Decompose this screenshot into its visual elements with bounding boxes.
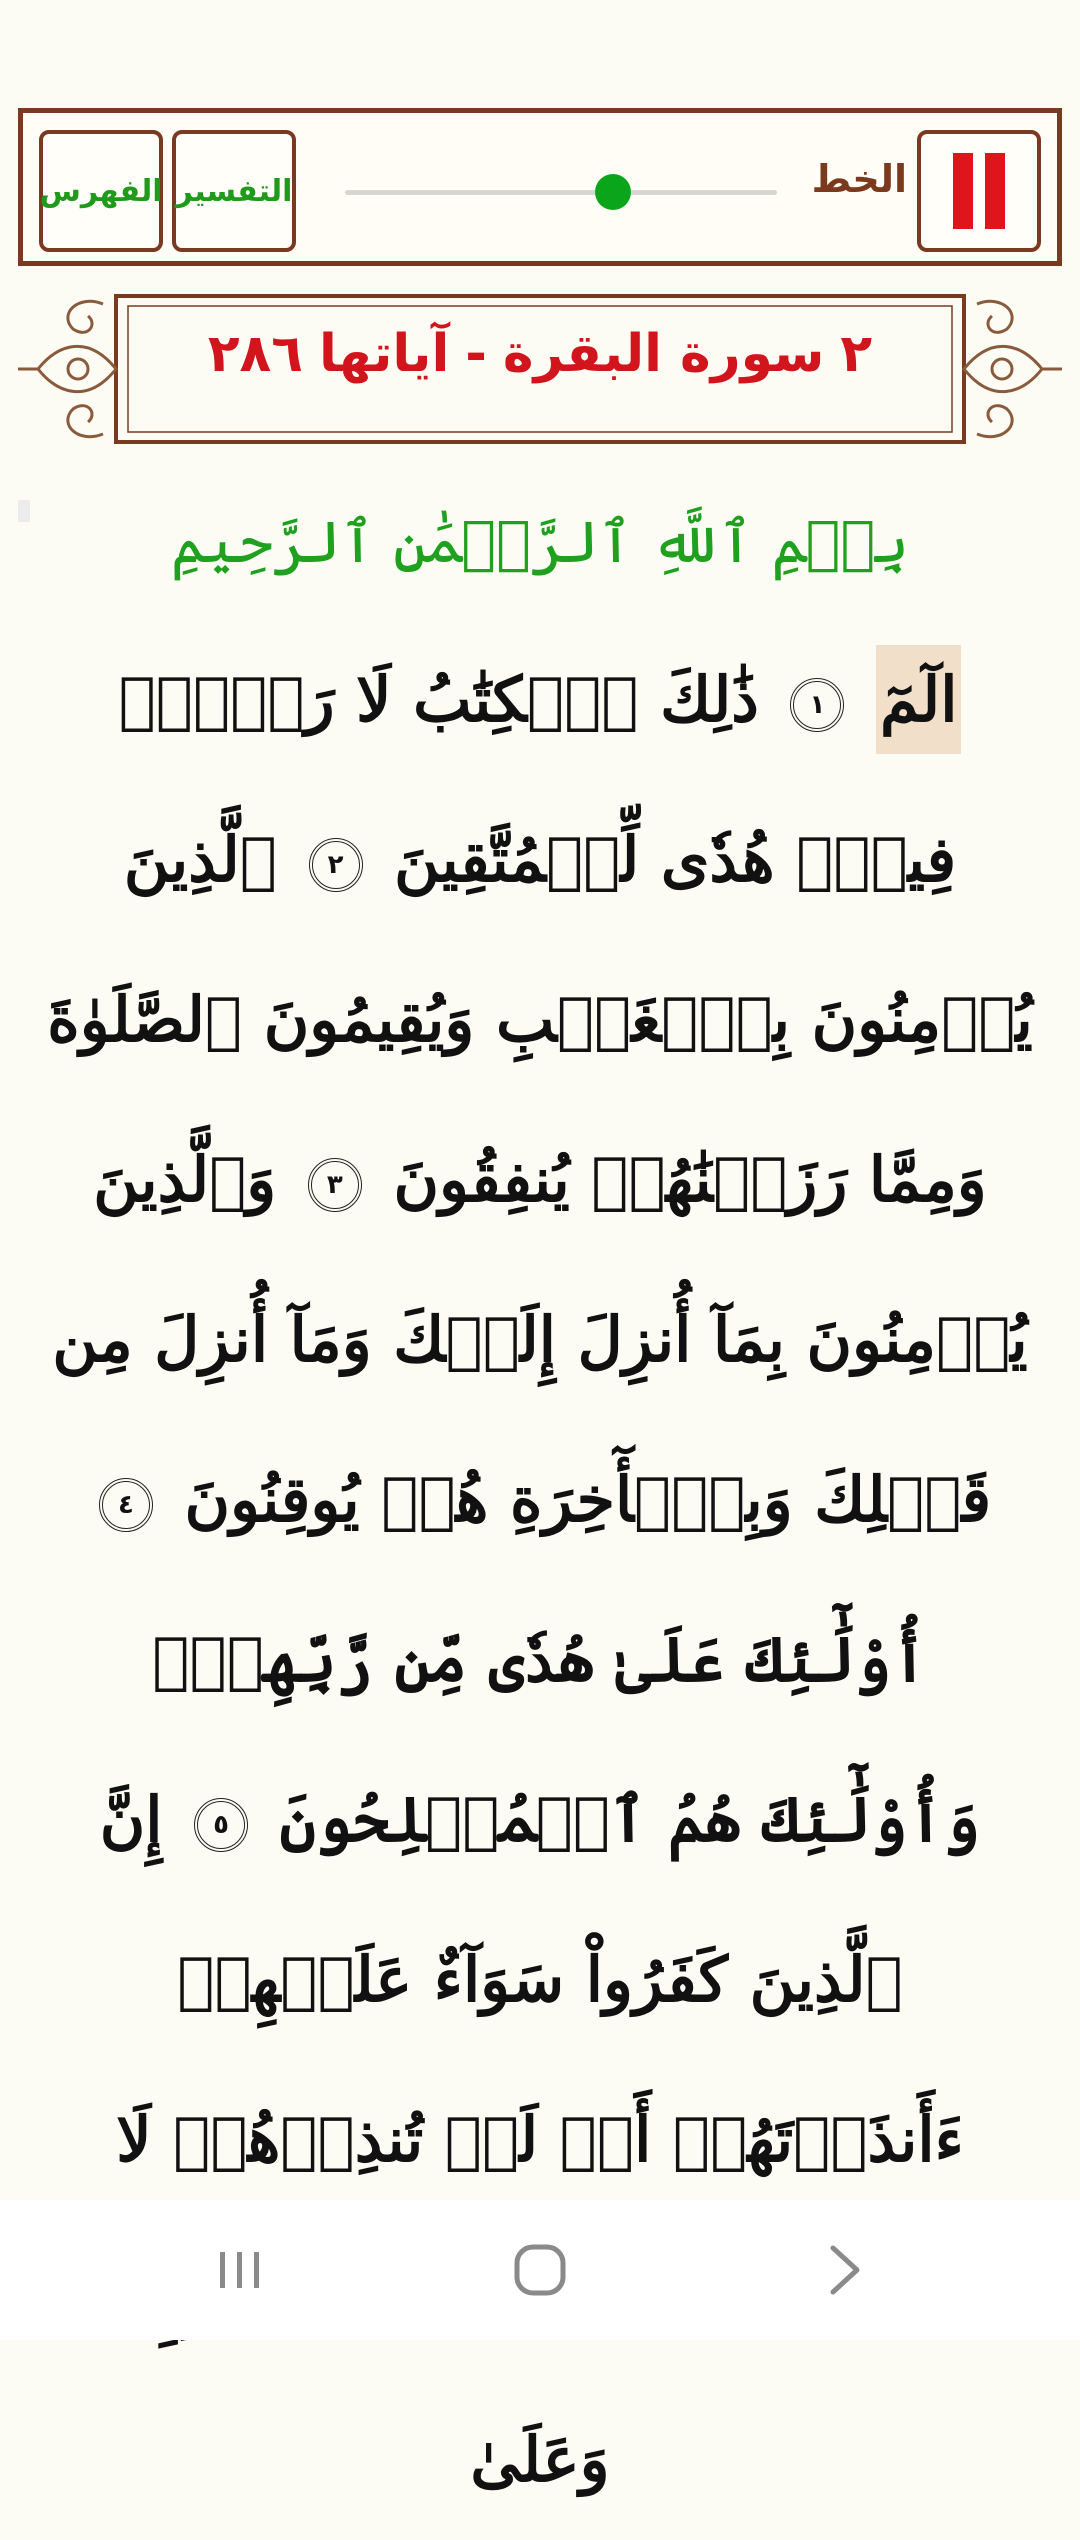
verse-text: أُوْلَٰٓئِكَ عَلَىٰ هُدٗى مِّن رَّبِّهِمۡۖ وَأُوْلَٰٓئِكَ هُمُ ٱلۡمُفۡلِحُونَ <box>152 1623 981 1856</box>
system-navigation-bar <box>0 2200 1080 2340</box>
font-label: الخط <box>811 157 907 201</box>
surah-ayat-label: آياتها <box>319 324 450 384</box>
ayah-number-marker: ٣ <box>308 1158 362 1212</box>
verse-text: ذَٰلِكَ ٱلۡكِتَٰبُ لَا رَيۡبَۛ فِيهِۛ هُدٗى لِّلۡمُتَّقِينَ <box>118 663 957 896</box>
verse-1[interactable] <box>876 645 961 754</box>
ayah-number-marker: ٤ <box>99 1478 153 1532</box>
tafsir-button[interactable] <box>172 130 296 252</box>
top-toolbar <box>18 108 1062 266</box>
pause-icon <box>947 153 1011 229</box>
surah-header <box>18 284 1062 454</box>
verse-text: الٓمٓ <box>880 663 958 736</box>
ayah-number-marker: ٥ <box>194 1798 248 1852</box>
ayah-number-marker: ٢ <box>309 838 363 892</box>
tafsir-button-label: التفسير <box>175 173 293 209</box>
surah-title <box>18 324 1062 384</box>
home-button[interactable] <box>470 2220 610 2320</box>
surah-number: ٢ <box>840 324 873 384</box>
recents-icon <box>210 2240 270 2300</box>
pause-button[interactable] <box>917 130 1041 252</box>
ayah-number-marker: ١ <box>790 678 844 732</box>
back-icon <box>815 2240 875 2300</box>
verse-text: وَعَلَىٰ <box>470 2423 610 2496</box>
verse-text: إِنَّ ٱلَّذِينَ كَفَرُواْ سَوَآءٌ عَلَيۡهِمۡ ءَأَنذَرۡتَهُمۡ أَمۡ لَمۡ تُنذِرۡهُمۡ لَا <box>99 1783 964 2176</box>
verse-text: وَٱلَّذِينَ يُؤۡمِنُونَ بِمَآ أُنزِلَ إِلَيۡكَ وَمَآ أُنزِلَ مِن قَبۡلِكَ وَبِٱلۡأٓخِرَةِ هُمۡ يُوقِنُونَ <box>52 1143 1028 1536</box>
verse-5[interactable] <box>152 1623 980 1856</box>
home-icon <box>510 2240 570 2300</box>
index-button[interactable] <box>39 130 163 252</box>
font-size-slider[interactable] <box>345 190 777 195</box>
surah-name: سورة البقرة <box>502 324 825 384</box>
recents-button[interactable] <box>170 2220 310 2320</box>
basmala: بِسۡمِ ٱللَّهِ ٱلرَّحۡمَٰنِ ٱلرَّحِيمِ <box>170 508 910 576</box>
font-size-slider-knob[interactable] <box>595 174 631 210</box>
verse-text: ٱلَّذِينَ يُؤۡمِنُونَ بِٱلۡغَيۡبِ وَيُقِيمُونَ ٱلصَّلَوٰةَ وَمِمَّا رَزَقۡنَٰهُمۡ يُنفِقُونَ <box>47 823 1033 1216</box>
back-button[interactable] <box>775 2220 915 2320</box>
index-button-label: الفهرس <box>39 173 163 209</box>
verses-text[interactable] <box>40 620 1040 2496</box>
surah-separator: - <box>465 324 487 384</box>
surah-ayat-count: ٢٨٦ <box>207 324 304 384</box>
